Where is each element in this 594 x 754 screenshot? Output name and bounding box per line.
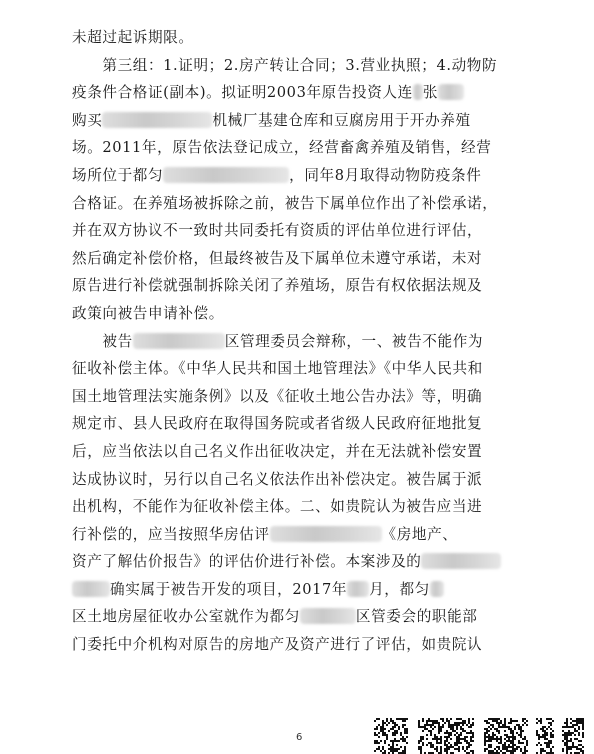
text-line	[72, 107, 532, 135]
text-segment: 区管理委员会辩称，一、被告不能作为	[224, 332, 484, 350]
text-segment: 出机构，不能作为征收补偿主体。二、如贵院认为被告应当进	[72, 498, 483, 516]
text-line	[72, 410, 532, 438]
redaction-blur	[421, 553, 501, 569]
text-segment: 政策向被告申请补偿。	[72, 304, 224, 322]
text-line	[72, 24, 532, 52]
text-segment: 资产了解估价报告》的评估价进行补偿。本案涉及的	[72, 553, 422, 571]
text-line	[72, 355, 532, 383]
text-line	[72, 631, 532, 659]
text-segment: 行补偿的，应当按照华房估评	[72, 525, 270, 543]
redaction-blur	[102, 112, 212, 128]
text-segment: 原告进行补偿就强制拆除关闭了养殖场，原告有权依据法规及	[72, 277, 483, 295]
text-segment: 场。2011年，原告依法登记成立，经营畜禽养殖及销售，经营	[72, 139, 492, 157]
redaction-blur	[430, 581, 444, 597]
text-segment: 月，都匀	[369, 580, 430, 598]
text-line	[72, 438, 532, 466]
text-segment: 然后确定补偿价格，但最终被告及下属单位未遵守承诺，未对	[72, 249, 483, 267]
text-line	[72, 52, 532, 80]
text-line	[72, 521, 532, 549]
text-segment: 场所位于都匀	[72, 166, 164, 184]
document-body	[72, 24, 532, 659]
text-line	[72, 245, 532, 273]
text-segment: 后，应当依法以自己名义作出征收决定，并在无法就补偿安置	[72, 442, 483, 460]
text-line	[72, 300, 532, 328]
text-segment: 并在双方协议不一致时共同委托有资质的评估单位进行评估，	[72, 222, 483, 240]
text-segment: ，同年8月取得动物防疫条件	[289, 166, 482, 184]
text-line	[72, 328, 532, 356]
text-segment: 《房地产、	[381, 525, 458, 543]
text-segment: 区土地房屋征收办公室就作为都匀	[72, 608, 300, 626]
page-number: 6	[296, 732, 303, 743]
text-line	[72, 493, 532, 521]
barcode-stamp	[374, 718, 584, 754]
redaction-blur	[413, 84, 423, 100]
text-segment: 国土地管理法实施条例》以及《征收土地公告办法》等，明确	[72, 387, 483, 405]
redaction-blur	[270, 526, 382, 542]
text-segment: 张	[422, 84, 439, 102]
redaction-blur	[72, 581, 110, 597]
text-segment: 合格证。在养殖场被拆除之前，被告下属单位作出了补偿承诺，	[72, 194, 498, 212]
text-line	[72, 217, 532, 245]
text-segment: 区管委会的职能部	[355, 608, 478, 626]
text-segment: 达成协议时，另行以自己名义依法作出补偿决定。被告属于派	[72, 470, 483, 488]
text-line	[72, 162, 532, 190]
text-line	[72, 466, 532, 494]
text-line	[72, 576, 532, 604]
text-segment: 疫条件合格证(副本)。拟证明2003年原告投资人连	[72, 84, 413, 102]
text-segment: 规定市、县人民政府在取得国务院或者省级人民政府征地批复	[72, 415, 483, 433]
redaction-blur	[300, 608, 356, 624]
text-segment: 机械厂基建仓库和豆腐房用于开办养殖	[212, 111, 471, 129]
text-line	[72, 134, 532, 162]
text-segment: 确实属于被告开发的项目，2017年	[110, 580, 348, 598]
text-line	[72, 272, 532, 300]
text-line	[72, 383, 532, 411]
text-segment: 购买	[72, 111, 103, 129]
redaction-blur	[133, 333, 225, 349]
redaction-blur	[347, 581, 369, 597]
text-segment: 征收补偿主体。《中华人民共和国土地管理法》《中华人民共和	[72, 360, 483, 378]
text-segment: 被告	[72, 332, 133, 350]
text-line	[72, 548, 532, 576]
redaction-blur	[163, 167, 289, 183]
text-segment: 未超过起诉期限。	[72, 29, 194, 46]
text-segment: 门委托中介机构对原告的房地产及资产进行了评估，如贵院认	[72, 636, 483, 654]
text-line	[72, 79, 532, 107]
text-line	[72, 190, 532, 218]
redaction-blur	[438, 84, 464, 100]
text-segment: 第三组：1.证明；2.房产转让合同；3.营业执照；4.动物防	[72, 56, 498, 74]
text-line	[72, 603, 532, 631]
